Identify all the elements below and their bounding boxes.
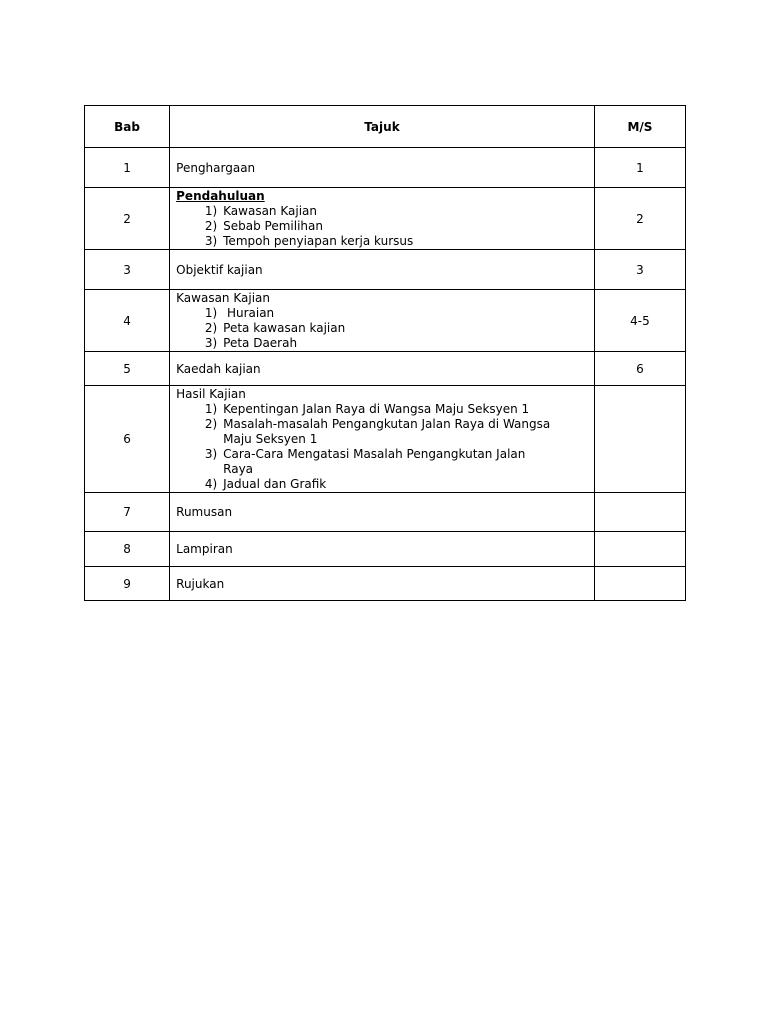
table-row	[85, 250, 686, 290]
list-item	[176, 447, 594, 477]
item-number: 3)	[204, 234, 218, 248]
table-row	[85, 532, 686, 567]
list-item	[176, 219, 594, 234]
chapter-number: 5	[85, 352, 170, 386]
chapter-number: 3	[85, 250, 170, 290]
chapter-number: 4	[85, 290, 170, 352]
table-row	[85, 188, 686, 250]
chapter-title: Lampiran	[170, 532, 595, 567]
chapter-title: Penghargaan	[170, 148, 595, 188]
item-number: 4)	[204, 477, 218, 491]
item-text: Masalah-masalah Pengangkutan Jalan Raya di Wangsa Maju Seksyen 1	[223, 417, 551, 446]
item-number: 1)	[204, 306, 218, 320]
list-item	[176, 402, 594, 417]
list-item	[176, 477, 594, 492]
chapter-number: 6	[85, 386, 170, 493]
item-number: 2)	[204, 321, 218, 335]
page-number: 6	[594, 352, 685, 386]
list-item	[176, 306, 594, 321]
item-text: Peta kawasan kajian	[223, 321, 346, 335]
item-text: Kawasan Kajian	[223, 204, 317, 218]
table-row	[85, 352, 686, 386]
table-row	[85, 290, 686, 352]
table-of-contents	[84, 105, 686, 601]
page-number: 4-5	[594, 290, 685, 352]
item-text: Kepentingan Jalan Raya di Wangsa Maju Seksyen 1	[223, 402, 530, 416]
header-row	[85, 106, 686, 148]
chapter-title: Objektif kajian	[170, 250, 595, 290]
item-number: 1)	[204, 204, 218, 218]
table-row	[85, 148, 686, 188]
subsection-list	[176, 402, 594, 492]
page-number	[594, 386, 685, 493]
table-row	[85, 567, 686, 601]
chapter-content	[170, 290, 595, 352]
chapter-title: Kaedah kajian	[170, 352, 595, 386]
chapter-number: 9	[85, 567, 170, 601]
item-number: 3)	[204, 447, 218, 461]
chapter-title: Hasil Kajian	[176, 387, 246, 401]
item-text: Sebab Pemilihan	[223, 219, 323, 233]
chapter-number: 7	[85, 493, 170, 532]
subsection-list	[176, 204, 594, 249]
chapter-number: 8	[85, 532, 170, 567]
page-number	[594, 567, 685, 601]
item-text: Cara-Cara Mengatasi Masalah Pengangkutan Jalan Raya	[223, 447, 526, 476]
page-number: 1	[594, 148, 685, 188]
page-number: 3	[594, 250, 685, 290]
chapter-content	[170, 188, 595, 250]
item-text: Tempoh penyiapan kerja kursus	[223, 234, 414, 248]
table-row	[85, 386, 686, 493]
header-tajuk: Tajuk	[170, 106, 595, 148]
list-item	[176, 234, 594, 249]
chapter-content	[170, 386, 595, 493]
page-number	[594, 493, 685, 532]
item-text: Peta Daerah	[223, 336, 298, 350]
item-number: 1)	[204, 402, 218, 416]
list-item	[176, 204, 594, 219]
list-item	[176, 336, 594, 351]
header-bab: Bab	[85, 106, 170, 148]
chapter-title: Rumusan	[170, 493, 595, 532]
chapter-title: Kawasan Kajian	[176, 291, 270, 305]
item-number: 2)	[204, 219, 218, 233]
chapter-number: 2	[85, 188, 170, 250]
list-item	[176, 417, 594, 447]
item-number: 3)	[204, 336, 218, 350]
page-number: 2	[594, 188, 685, 250]
chapter-number: 1	[85, 148, 170, 188]
item-text: Jadual dan Grafik	[223, 477, 327, 491]
page-number	[594, 532, 685, 567]
header-ms: M/S	[594, 106, 685, 148]
subsection-list	[176, 306, 594, 351]
chapter-title: Rujukan	[170, 567, 595, 601]
item-number: 2)	[204, 417, 218, 431]
table-row	[85, 493, 686, 532]
item-text: Huraian	[223, 306, 275, 320]
chapter-title: Pendahuluan	[176, 189, 265, 203]
list-item	[176, 321, 594, 336]
